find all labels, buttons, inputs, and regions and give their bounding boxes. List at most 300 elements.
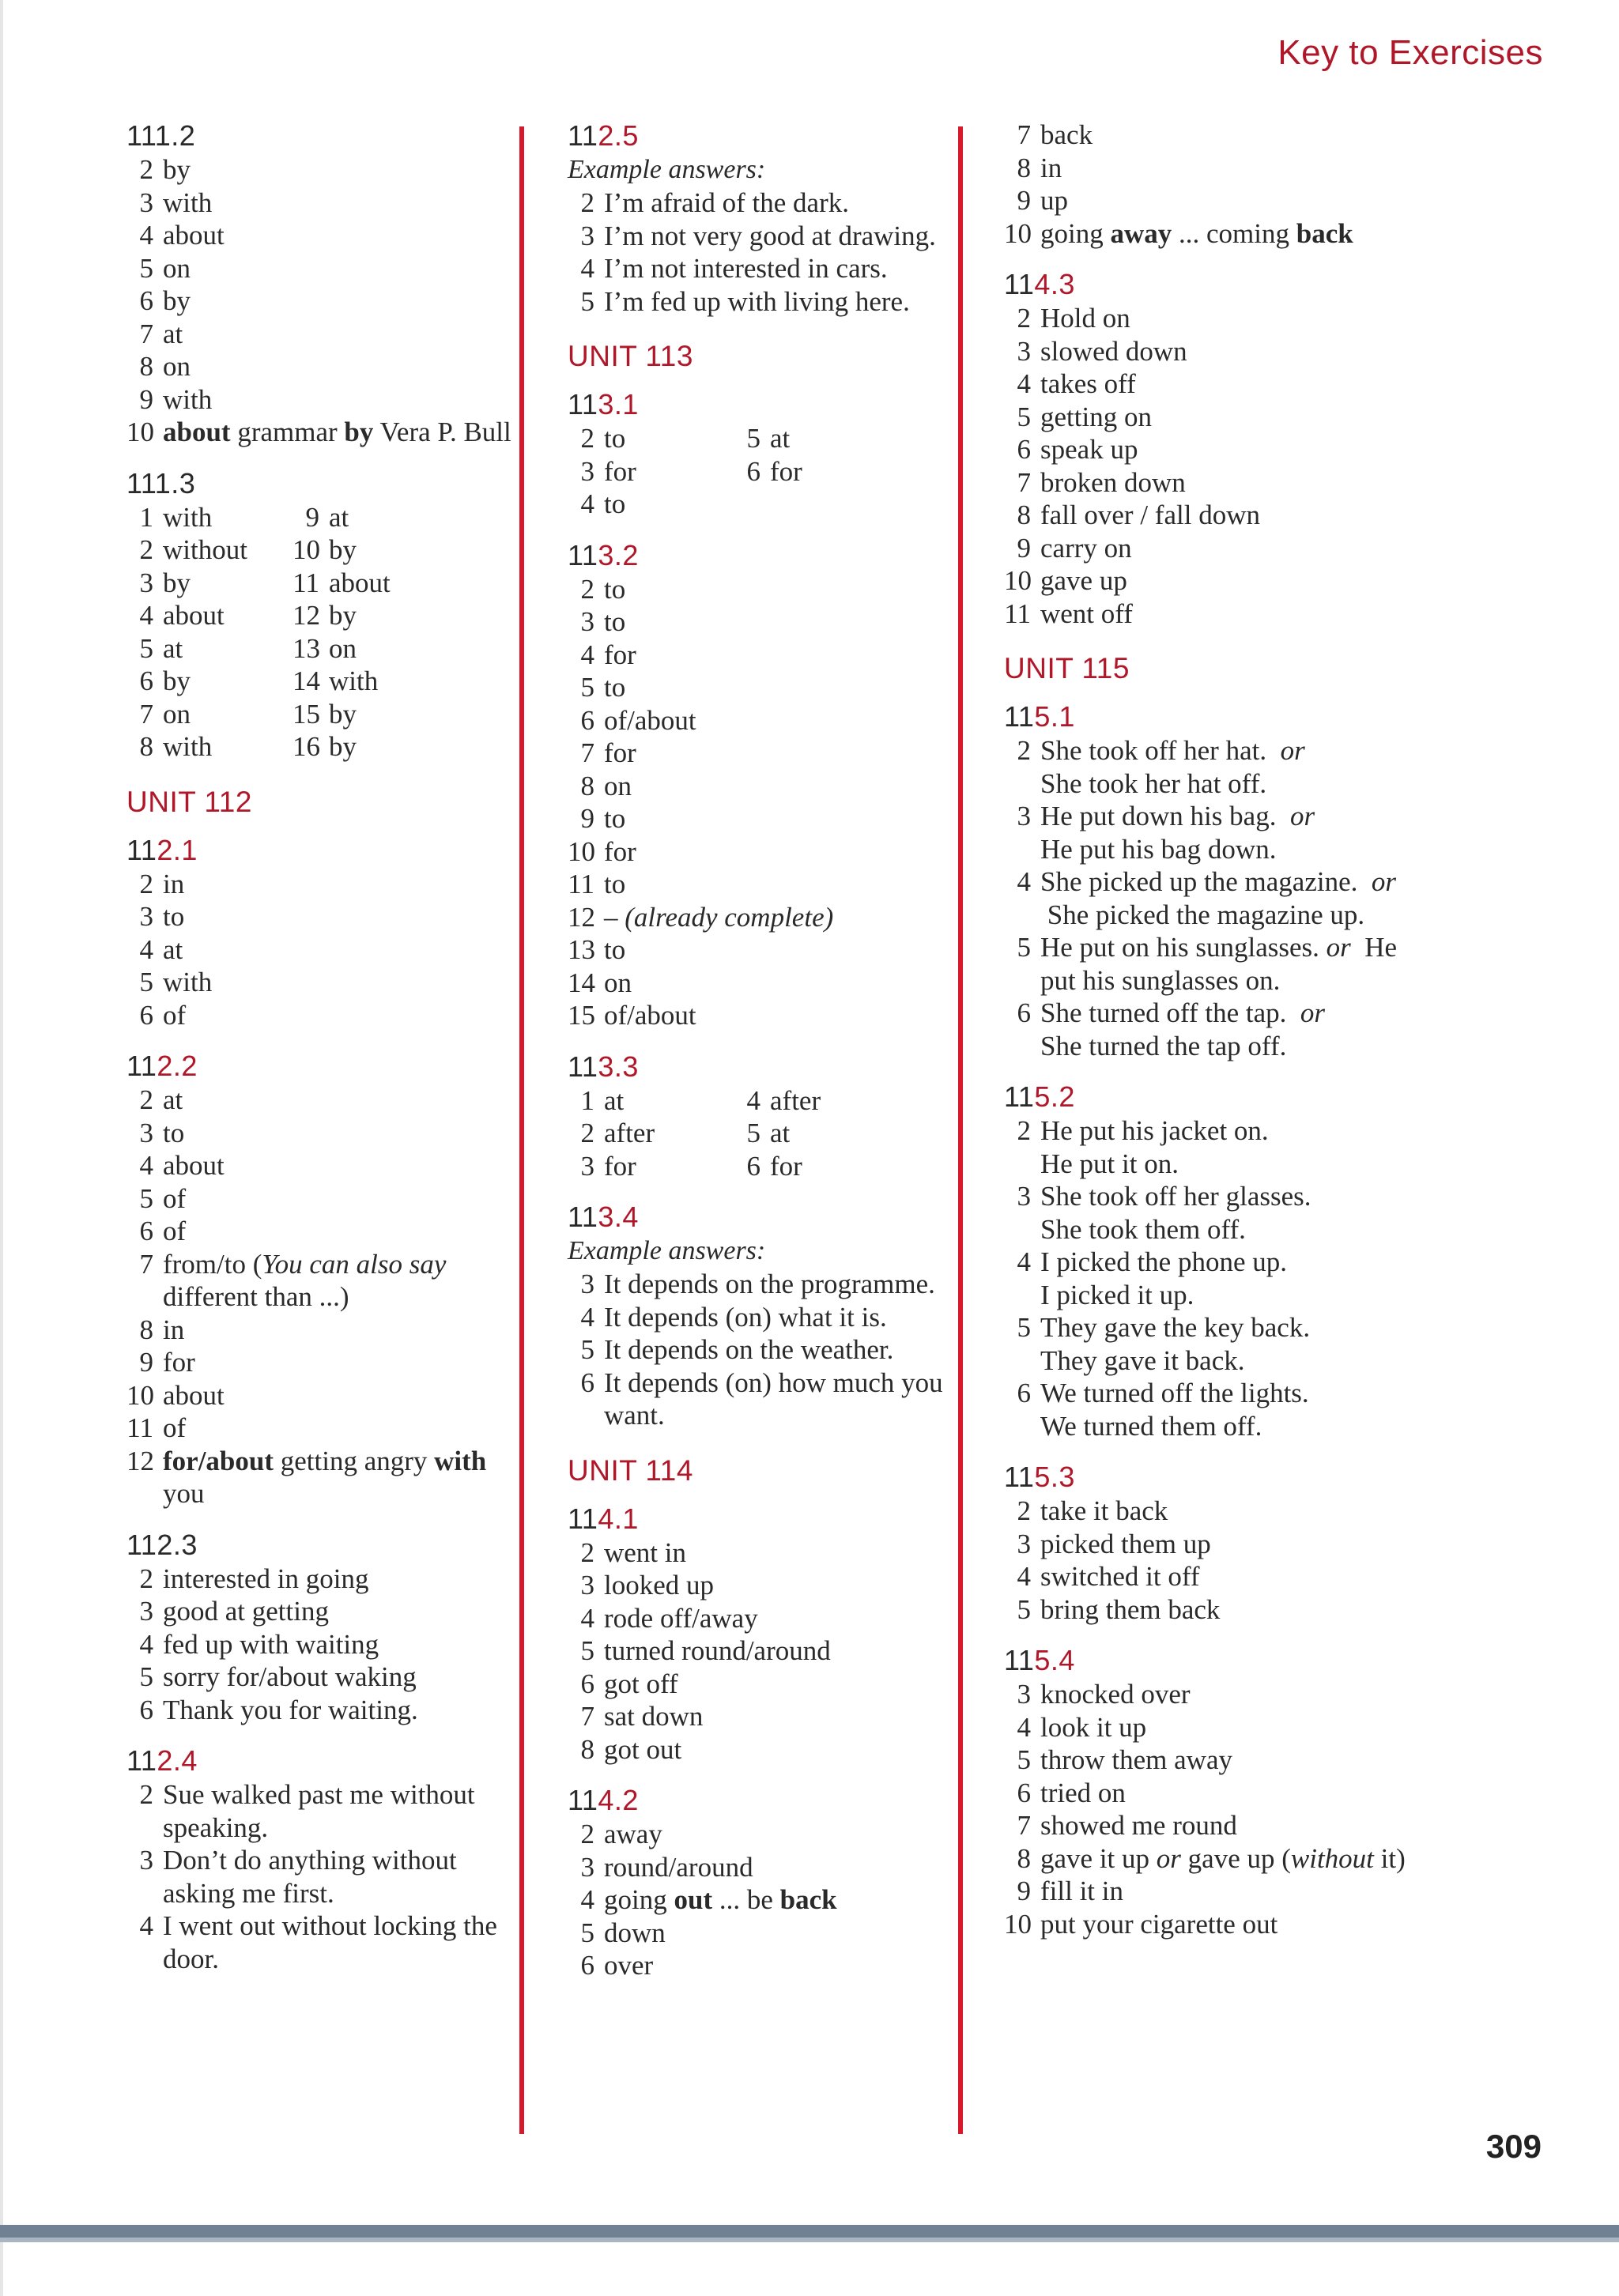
- exercise-number-suffix: 4.1: [598, 1502, 639, 1535]
- answer-text: interested in going: [163, 1563, 369, 1594]
- answer-number: 8: [1017, 1842, 1031, 1874]
- unit-heading: UNIT 114: [568, 1453, 693, 1487]
- answer-number: 14: [292, 665, 320, 696]
- answer-number: 5: [1017, 1593, 1031, 1625]
- answer-item: [126, 1563, 522, 1596]
- answer-item: [568, 1333, 963, 1367]
- answer-item: [126, 1412, 522, 1445]
- answer-item: [568, 1268, 963, 1301]
- answer-item: [292, 599, 459, 632]
- exercise-number-suffix: 2.1: [157, 833, 198, 866]
- answer-text: got off: [604, 1668, 678, 1699]
- answer-number: 10: [126, 1379, 154, 1411]
- answer-item: [568, 488, 734, 521]
- answer-number: 5: [139, 632, 153, 664]
- answer-item: [126, 416, 522, 449]
- answer-number: 11: [1004, 598, 1031, 629]
- answer-text: to: [604, 573, 626, 605]
- answer-item: [292, 632, 459, 665]
- answer-text: for: [604, 455, 636, 487]
- answer-text: to: [604, 803, 626, 834]
- answer-item: [734, 455, 900, 488]
- answer-number: 10: [1004, 217, 1032, 249]
- exercise-block: [126, 119, 522, 449]
- exercise-number: [568, 1200, 963, 1235]
- answer-number: 6: [1017, 1777, 1031, 1808]
- answer-item: [1004, 734, 1415, 800]
- exercise-number-prefix: 11: [126, 1528, 157, 1561]
- answer-item: [568, 1883, 963, 1917]
- answer-item: [126, 999, 522, 1032]
- answer-number: 2: [580, 423, 594, 454]
- bottom-band: [0, 2225, 1619, 2238]
- answer-item: [568, 1536, 963, 1570]
- answer-text: to: [604, 606, 626, 637]
- exercise-number: [568, 119, 963, 153]
- answer-item: [126, 383, 522, 417]
- answer-text: takes off: [1040, 368, 1136, 399]
- answer-number: 5: [139, 252, 153, 284]
- answer-number: 5: [1017, 932, 1031, 963]
- answer-item: [568, 835, 963, 869]
- answer-item: [568, 220, 963, 253]
- answer-text: with: [163, 383, 213, 415]
- example-note: Example answers:: [568, 155, 766, 184]
- answer-text: switched it off: [1040, 1561, 1200, 1592]
- answer-item: [1004, 1875, 1415, 1908]
- answer-number: 2: [580, 1536, 594, 1568]
- answer-number: 12: [568, 901, 595, 933]
- answer-number: 8: [139, 351, 153, 382]
- answer-number: 8: [580, 770, 594, 801]
- exercise-number-suffix: 2.2: [157, 1050, 198, 1082]
- exercise-number-prefix: 11: [1004, 1644, 1035, 1676]
- answer-item: [734, 1084, 900, 1118]
- exercise-number: [126, 466, 522, 501]
- exercise-block: [126, 1528, 522, 1727]
- answer-item: [568, 1084, 734, 1118]
- exercise-number-suffix: 4.2: [598, 1784, 639, 1816]
- answer-text: down: [604, 1917, 666, 1948]
- exercise-number: [568, 387, 963, 422]
- answer-text: with: [163, 501, 213, 533]
- answer-item: [568, 1117, 734, 1150]
- answer-item: [126, 933, 522, 967]
- answer-text: over: [604, 1950, 654, 1981]
- example-note: Example answers:: [568, 1236, 766, 1265]
- answer-item: [568, 1733, 963, 1766]
- answer-number: 3: [1017, 1679, 1031, 1710]
- answer-text: She picked up the magazine. or She picked the magazine up.: [1040, 866, 1397, 930]
- exercise-number-prefix: 11: [126, 466, 155, 500]
- answer-item: [568, 1150, 734, 1183]
- answer-item: [568, 187, 963, 220]
- answer-text: on: [163, 698, 191, 730]
- exercise-number: [568, 1502, 963, 1536]
- answer-item: [1004, 1908, 1415, 1941]
- answer-item: [1004, 564, 1415, 598]
- answer-text: on: [329, 632, 357, 664]
- exercise-number-prefix: 11: [568, 119, 598, 152]
- answer-number: 4: [139, 1150, 153, 1181]
- answer-number: 1: [139, 501, 153, 533]
- answer-number: 3: [580, 220, 594, 251]
- exercise-number: [126, 833, 522, 868]
- answer-text: for: [770, 1150, 802, 1182]
- column-3: [1004, 119, 1415, 1958]
- answer-number: 11: [568, 869, 594, 899]
- answer-number: 5: [580, 285, 594, 317]
- answer-text: fall over / fall down: [1040, 500, 1260, 530]
- answer-item: [126, 219, 522, 252]
- answer-item: [1004, 598, 1415, 631]
- answer-number: 4: [139, 220, 153, 251]
- exercise-block: [126, 833, 522, 1032]
- answer-item: [568, 1818, 963, 1851]
- answer-text: rode off/away: [604, 1602, 758, 1634]
- answer-text: with: [163, 731, 213, 762]
- exercise-number-prefix: 11: [126, 1744, 157, 1777]
- answer-text: showed me round: [1040, 1810, 1237, 1841]
- answer-text: of/about: [604, 704, 696, 736]
- answer-item: [126, 1215, 522, 1248]
- exercise-block: [568, 1200, 963, 1432]
- answer-item: [568, 1634, 963, 1668]
- answer-text: to: [604, 934, 626, 965]
- answer-text: sorry for/about waking: [163, 1661, 417, 1692]
- answer-number: 9: [1017, 532, 1031, 564]
- answer-item: [126, 868, 522, 901]
- answer-text: without: [163, 534, 247, 565]
- answer-number: 6: [580, 1668, 594, 1699]
- answer-item: [568, 422, 734, 455]
- exercise-block: [1004, 1643, 1415, 1940]
- answer-text: at: [770, 423, 791, 454]
- exercise-block: [1004, 267, 1415, 630]
- exercise-block: [1004, 699, 1415, 1062]
- answer-item: [568, 1851, 963, 1884]
- exercise-number-prefix: 11: [126, 833, 157, 866]
- answer-number: 3: [580, 1269, 594, 1299]
- answer-text: about: [329, 567, 391, 598]
- answer-item: [568, 770, 963, 803]
- exercise-number: [126, 1744, 522, 1778]
- answer-item: [126, 698, 292, 731]
- answer-text: Don’t do anything without asking me first.: [163, 1845, 457, 1909]
- answer-text: Thank you for waiting.: [163, 1694, 418, 1725]
- answer-item: [1004, 1711, 1415, 1744]
- exercise-number-suffix: 5.4: [1034, 1644, 1075, 1676]
- answer-item: [568, 1917, 963, 1950]
- exercise-block: [126, 1049, 522, 1510]
- answer-number: 3: [580, 1150, 594, 1182]
- answer-item: [126, 318, 522, 351]
- answer-number: 3: [580, 606, 594, 637]
- unit-heading: UNIT 112: [126, 785, 252, 818]
- answer-item: [1004, 1744, 1415, 1777]
- column-divider: [958, 126, 963, 2134]
- exercise-number-suffix: 2.5: [598, 119, 639, 152]
- answer-text: on: [604, 967, 632, 998]
- answer-two-column: [568, 1084, 963, 1183]
- answer-number: 7: [1017, 1810, 1031, 1841]
- answer-number: 5: [1017, 401, 1031, 432]
- answer-number: 7: [139, 1248, 153, 1280]
- answer-item: [568, 1301, 963, 1334]
- answer-number: 4: [1017, 1561, 1031, 1592]
- page-edge: [0, 0, 3, 2296]
- answer-item: [568, 1367, 963, 1432]
- answer-item: [126, 350, 522, 383]
- exercise-number-prefix: 11: [1004, 700, 1035, 733]
- answer-number: 2: [139, 154, 153, 185]
- answer-number: 2: [139, 868, 153, 899]
- answer-number: 7: [580, 1701, 594, 1732]
- answer-number: 4: [139, 1628, 153, 1660]
- answer-item: [126, 599, 292, 632]
- exercise-number-prefix: 11: [568, 538, 598, 571]
- exercise-block: [568, 1502, 963, 1766]
- answer-item: [126, 252, 522, 285]
- answer-item: [126, 900, 522, 933]
- answer-number: 6: [139, 1694, 153, 1725]
- answer-number: 5: [580, 672, 594, 703]
- answer-two-column: [126, 501, 522, 763]
- answer-item: [568, 737, 963, 770]
- answer-item: [1004, 335, 1415, 368]
- unit-heading: UNIT 115: [1004, 652, 1130, 684]
- answer-text: She took off her hat. or She took her hat off.: [1040, 735, 1305, 799]
- answer-text: slowed down: [1040, 335, 1187, 367]
- answer-number: 10: [568, 835, 595, 867]
- answer-text: at: [163, 1084, 183, 1115]
- answer-item: [126, 1182, 522, 1216]
- answer-text: away: [604, 1819, 662, 1849]
- exercise-number: [568, 538, 963, 573]
- answer-text: I went out without locking the door.: [163, 1910, 497, 1974]
- exercise-block: [126, 1744, 522, 1975]
- answer-text: of: [163, 1216, 187, 1246]
- answer-text: by: [329, 600, 357, 631]
- answer-item: [568, 573, 963, 606]
- exercise-number-prefix: 11: [568, 1784, 598, 1816]
- answer-number: 2: [580, 573, 594, 605]
- answer-text: by: [163, 285, 191, 316]
- answer-item: [1004, 433, 1415, 466]
- answer-item: [126, 730, 292, 763]
- answer-number: 3: [580, 1851, 594, 1883]
- answer-number: 3: [139, 187, 153, 218]
- answer-item: [126, 966, 522, 999]
- answer-text: went in: [604, 1536, 687, 1568]
- answer-text: for: [604, 737, 636, 768]
- answer-text: good at getting: [163, 1596, 329, 1627]
- exercise-block: [568, 1050, 963, 1183]
- answer-text: to: [163, 901, 185, 932]
- answer-text: to: [604, 488, 626, 519]
- answer-text: went off: [1040, 598, 1133, 629]
- answer-number: 16: [292, 731, 320, 762]
- answer-number: 3: [139, 1845, 153, 1876]
- unit-heading: UNIT 113: [568, 340, 693, 372]
- answer-half: [568, 422, 734, 521]
- answer-number: 12: [126, 1445, 154, 1476]
- answer-item: [1004, 931, 1415, 997]
- answer-text: for: [604, 835, 636, 867]
- answer-item: [734, 422, 900, 455]
- answer-number: 9: [139, 1347, 153, 1378]
- answer-number: 12: [292, 600, 320, 631]
- exercise-number: [1004, 1643, 1415, 1678]
- answer-item: [568, 933, 963, 967]
- answer-number: 4: [580, 639, 594, 670]
- answer-text: by: [329, 534, 357, 565]
- answer-item: [1004, 302, 1415, 335]
- answer-number: 3: [139, 901, 153, 932]
- answer-text: I picked the phone up. I picked it up.: [1040, 1246, 1287, 1310]
- answer-text: He put his jacket on. He put it on.: [1040, 1115, 1269, 1179]
- answer-item: [292, 730, 459, 763]
- answer-text: about grammar by Vera P. Bull: [163, 417, 511, 447]
- answer-item: [292, 698, 459, 731]
- answer-text: throw them away: [1040, 1744, 1232, 1775]
- answer-item: [1004, 865, 1415, 931]
- answer-half: [126, 501, 292, 763]
- answer-text: put your cigarette out: [1040, 1908, 1278, 1940]
- exercise-number-prefix: 11: [1004, 1461, 1035, 1493]
- answer-text: up: [1040, 185, 1068, 216]
- answer-item: [1004, 466, 1415, 500]
- exercise-block: [568, 119, 963, 318]
- exercise-number-suffix: 5.2: [1034, 1080, 1075, 1113]
- exercise-block: [1004, 1080, 1415, 1442]
- answer-number: 2: [580, 1118, 594, 1148]
- answer-half: [568, 1084, 734, 1183]
- exercise-number: [1004, 1080, 1415, 1114]
- answer-text: It depends on the programme.: [604, 1269, 935, 1299]
- answer-item: [1004, 401, 1415, 434]
- exercise-number-suffix: 2.4: [157, 1744, 198, 1777]
- answer-text: gave it up or gave up (without it): [1040, 1842, 1406, 1874]
- answer-item: [1004, 1495, 1415, 1528]
- answer-item: [126, 1628, 522, 1661]
- answer-text: knocked over: [1040, 1679, 1191, 1710]
- answer-item: [568, 252, 963, 285]
- exercise-number: [1004, 1460, 1415, 1495]
- answer-text: at: [163, 933, 183, 965]
- answer-item: [126, 533, 292, 567]
- answer-item: [126, 1248, 522, 1314]
- answer-text: in: [1040, 152, 1062, 183]
- answer-item: [126, 567, 292, 600]
- answer-number: 3: [139, 1596, 153, 1627]
- answer-number: 2: [139, 1779, 153, 1810]
- answer-number: 2: [1017, 303, 1031, 334]
- answer-item: [126, 1084, 522, 1117]
- answer-number: 6: [580, 1950, 594, 1981]
- answer-item: [1004, 1114, 1415, 1180]
- answer-text: They gave the key back. They gave it back.: [1040, 1312, 1311, 1376]
- answer-item: [568, 868, 963, 901]
- answer-number: 3: [139, 567, 153, 598]
- answer-text: at: [770, 1118, 791, 1148]
- answer-number: 9: [1017, 1876, 1031, 1906]
- answer-text: from/to (You can also say different than ...): [163, 1248, 447, 1312]
- answer-number: 5: [746, 423, 760, 454]
- answer-number: 2: [1017, 735, 1031, 766]
- answer-text: about: [163, 1150, 225, 1181]
- answer-number: 4: [746, 1084, 760, 1116]
- answer-item: [568, 901, 963, 934]
- answer-text: for: [163, 1347, 195, 1378]
- answer-text: at: [604, 1084, 625, 1116]
- answer-text: I’m afraid of the dark.: [604, 187, 849, 218]
- answer-item: [126, 1844, 522, 1910]
- answer-item: [1004, 1528, 1415, 1561]
- answer-number: 2: [580, 1819, 594, 1849]
- answer-number: 8: [1017, 152, 1031, 183]
- answer-number: 9: [139, 383, 153, 415]
- answer-item: [568, 1569, 963, 1602]
- exercise-block: [126, 466, 522, 763]
- answer-item: [1004, 1180, 1415, 1246]
- page-number: 309: [1485, 2128, 1542, 2165]
- answer-text: by: [329, 731, 357, 762]
- answer-number: 3: [1017, 801, 1031, 831]
- answer-number: 4: [1017, 866, 1031, 897]
- answer-number: 7: [1017, 119, 1031, 150]
- answer-text: about: [163, 220, 225, 251]
- answer-text: for: [604, 639, 636, 670]
- answer-item: [568, 285, 963, 319]
- answer-number: 4: [139, 1910, 153, 1941]
- answer-text: bring them back: [1040, 1593, 1221, 1625]
- answer-text: by: [163, 154, 191, 185]
- answer-item: [126, 1910, 522, 1975]
- answer-text: I’m not interested in cars.: [604, 253, 888, 284]
- answer-number: 15: [292, 698, 320, 730]
- answer-text: with: [329, 665, 379, 696]
- answer-item: [568, 1668, 963, 1701]
- answer-item: [568, 1602, 963, 1635]
- answer-number: 5: [580, 1917, 594, 1948]
- answer-number: 8: [580, 1733, 594, 1765]
- answer-text: of: [163, 1412, 187, 1443]
- answer-text: – (already complete): [604, 901, 834, 933]
- answer-text: for: [770, 455, 802, 487]
- answer-item: [568, 1949, 963, 1982]
- answer-number: 7: [139, 698, 153, 730]
- answer-number: 4: [580, 253, 594, 284]
- answer-half: [734, 422, 900, 521]
- answer-number: 2: [139, 1563, 153, 1594]
- answer-number: 9: [1017, 185, 1031, 216]
- answer-item: [1004, 119, 1415, 152]
- answer-text: Sue walked past me without speaking.: [163, 1779, 475, 1843]
- answer-item: [1004, 217, 1415, 251]
- exercise-block: [1004, 119, 1415, 250]
- exercise-number-suffix: 3.1: [598, 388, 639, 420]
- exercise-number-prefix: 11: [1004, 1080, 1035, 1113]
- column-divider: [519, 126, 524, 2134]
- exercise-number-prefix: 11: [568, 1050, 598, 1083]
- exercise-number-prefix: 11: [126, 119, 155, 152]
- answer-text: turned round/around: [604, 1635, 831, 1666]
- answer-item: [126, 153, 522, 187]
- answer-text: by: [329, 698, 357, 730]
- answer-text: at: [163, 318, 183, 349]
- answer-number: 5: [139, 1661, 153, 1692]
